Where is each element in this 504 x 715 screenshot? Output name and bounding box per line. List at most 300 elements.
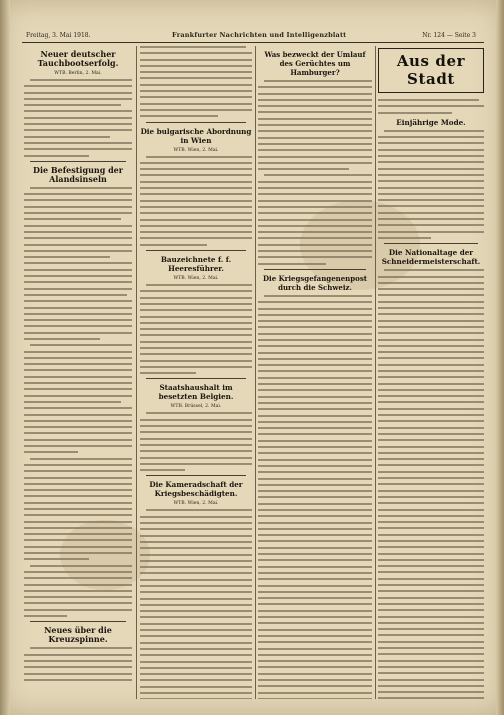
- text-line: [24, 451, 78, 453]
- text-line: [378, 301, 484, 303]
- text-line: [140, 162, 252, 164]
- text-line: [378, 616, 484, 618]
- text-line: [140, 591, 252, 593]
- text-line: [140, 623, 252, 625]
- article-divider: [264, 269, 366, 270]
- text-line: [258, 528, 372, 530]
- article-body: [140, 412, 252, 471]
- article-body: [258, 80, 372, 265]
- text-line: [140, 347, 252, 349]
- text-line: [140, 322, 252, 324]
- text-line: [24, 590, 132, 592]
- text-line: [258, 496, 372, 498]
- text-line: [258, 685, 372, 687]
- text-line: [258, 641, 372, 643]
- text-line: [378, 237, 431, 239]
- text-line: [140, 629, 252, 631]
- text-line: [140, 673, 252, 675]
- text-line: [24, 148, 132, 150]
- article-headline: Bauzeichnete f. f. Heeresführer.: [160, 255, 232, 274]
- text-line: [258, 459, 372, 461]
- article-divider: [146, 250, 246, 251]
- text-line: [140, 648, 252, 650]
- text-line: [378, 527, 484, 529]
- text-line: [24, 679, 132, 681]
- text-line: [378, 571, 484, 573]
- text-line: [140, 516, 252, 518]
- text-line: [24, 558, 89, 560]
- text-line: [24, 571, 132, 573]
- article-headline: Die Nationaltage der Schneidermeisterschaft.: [381, 248, 481, 267]
- text-line: [24, 325, 132, 327]
- article-headline: Neues über die Kreuzspinne.: [44, 625, 112, 645]
- text-line: [258, 478, 372, 480]
- text-line: [140, 547, 252, 549]
- text-line: [258, 698, 372, 699]
- article-body: [24, 187, 132, 617]
- text-line: [24, 218, 121, 220]
- text-line: [258, 553, 372, 555]
- text-line: [378, 193, 484, 195]
- text-line: [140, 535, 252, 537]
- text-line: [258, 622, 372, 624]
- text-line: [140, 438, 252, 440]
- text-line: [24, 363, 132, 365]
- section-masthead: [378, 48, 484, 93]
- text-line: [24, 552, 132, 554]
- text-line: [378, 187, 484, 189]
- text-line: [378, 634, 484, 636]
- text-line: [24, 464, 132, 466]
- text-line: [24, 596, 132, 598]
- text-line: [258, 352, 372, 354]
- text-line: [140, 642, 252, 644]
- text-line: [140, 604, 252, 606]
- text-line: [140, 372, 196, 374]
- text-line: [258, 427, 372, 429]
- section-title: Aus der Stadt: [396, 52, 466, 88]
- text-line: [378, 439, 484, 441]
- text-line: [378, 679, 484, 681]
- text-line: [258, 673, 372, 675]
- article-divider: [30, 161, 126, 162]
- text-line: [140, 59, 252, 61]
- text-line: [378, 161, 484, 163]
- text-line: [140, 181, 252, 183]
- text-line: [258, 333, 372, 335]
- text-line: [378, 231, 484, 233]
- article-headline: Die Kriegsgefangenenpost durch die Schweiz.: [262, 273, 368, 292]
- text-line: [140, 187, 252, 189]
- text-line: [258, 534, 372, 536]
- text-line: [378, 622, 484, 624]
- text-line: [258, 364, 372, 366]
- article-divider: [30, 621, 126, 622]
- text-line: [24, 420, 132, 422]
- text-line: [378, 180, 484, 182]
- text-line: [24, 495, 132, 497]
- text-line: [258, 559, 372, 561]
- text-line: [258, 629, 372, 631]
- right-page-edge: [496, 0, 504, 715]
- text-line: [24, 281, 132, 283]
- text-line: [384, 269, 484, 271]
- text-line: [140, 566, 252, 568]
- article-headline: Was bezweckt der Umlauf des Gerüchtes um Hamburger?: [264, 50, 366, 77]
- text-line: [24, 85, 132, 87]
- text-line: [258, 256, 372, 258]
- text-line: [24, 395, 132, 397]
- text-line: [258, 509, 372, 511]
- article-body: [378, 99, 484, 114]
- text-line: [258, 237, 372, 239]
- text-line: [140, 212, 252, 214]
- text-line: [24, 313, 132, 315]
- text-line: [378, 313, 484, 315]
- text-line: [24, 514, 132, 516]
- text-line: [140, 174, 252, 176]
- text-line: [140, 431, 252, 433]
- text-line: [264, 174, 372, 176]
- text-line: [378, 628, 484, 630]
- text-line: [140, 522, 252, 524]
- text-line: [140, 541, 252, 543]
- text-line: [258, 105, 372, 107]
- text-line: [258, 522, 372, 524]
- text-line: [140, 450, 252, 452]
- text-line: [24, 483, 132, 485]
- text-line: [24, 382, 132, 384]
- text-line: [258, 547, 372, 549]
- text-line: [378, 452, 484, 454]
- text-line: [24, 199, 132, 201]
- text-line: [378, 521, 484, 523]
- text-line: [258, 301, 372, 303]
- text-line: [140, 200, 252, 202]
- text-line: [378, 603, 484, 605]
- text-line: [258, 446, 372, 448]
- text-line: [258, 137, 372, 139]
- text-line: [24, 262, 132, 264]
- text-line: [378, 641, 484, 643]
- text-line: [258, 585, 372, 587]
- article-body: [24, 79, 132, 157]
- text-line: [258, 572, 372, 574]
- text-line: [378, 647, 484, 649]
- text-line: [24, 319, 132, 321]
- text-line: [24, 414, 132, 416]
- text-line: [24, 654, 132, 656]
- text-line: [140, 193, 252, 195]
- text-line: [258, 610, 372, 612]
- text-line: [378, 307, 484, 309]
- text-line: [140, 328, 252, 330]
- text-line: [378, 427, 484, 429]
- article-body: [24, 647, 132, 680]
- text-line: [258, 219, 372, 221]
- text-line: [24, 244, 132, 246]
- text-line: [258, 692, 372, 694]
- text-line: [30, 344, 132, 346]
- text-line: [24, 250, 132, 252]
- text-line: [146, 156, 252, 158]
- text-line: [258, 370, 372, 372]
- text-line: [378, 320, 484, 322]
- text-line: [258, 503, 372, 505]
- article-body: [378, 269, 484, 699]
- text-line: [24, 546, 132, 548]
- text-line: [378, 414, 484, 416]
- article-byline: WTB. Wien, 2. Mai.: [173, 147, 219, 153]
- text-line: [378, 502, 484, 504]
- article-byline: WTB. Berlin, 2. Mai.: [54, 71, 102, 76]
- text-line: [24, 445, 132, 447]
- text-line: [258, 440, 372, 442]
- text-line: [378, 471, 484, 473]
- text-line: [378, 597, 484, 599]
- text-line: [140, 457, 252, 459]
- text-line: [258, 591, 372, 593]
- text-line: [258, 156, 372, 158]
- text-line: [140, 698, 252, 699]
- article-body: [378, 130, 484, 239]
- text-line: [140, 635, 252, 637]
- text-line: [378, 509, 484, 511]
- text-line: [378, 546, 484, 548]
- text-line: [24, 225, 132, 227]
- text-line: [378, 142, 484, 144]
- text-line: [24, 533, 132, 535]
- text-line: [24, 508, 132, 510]
- text-line: [24, 521, 132, 523]
- text-line: [378, 653, 484, 655]
- text-line: [24, 142, 132, 144]
- text-line: [24, 577, 132, 579]
- article-body: [140, 156, 252, 246]
- text-line: [258, 660, 372, 662]
- text-line: [258, 162, 372, 164]
- text-line: [24, 104, 121, 106]
- text-line: [378, 383, 484, 385]
- text-line: [378, 199, 484, 201]
- article-byline: WTB. Wien, 2. Mai.: [173, 501, 219, 507]
- text-line: [24, 470, 132, 472]
- text-line: [258, 597, 372, 599]
- column-2: [140, 46, 252, 699]
- text-line: [24, 489, 132, 491]
- text-line: [24, 269, 132, 271]
- left-page-edge: [0, 0, 10, 715]
- text-line: [258, 231, 372, 233]
- text-line: [140, 444, 252, 446]
- text-line: [24, 388, 132, 390]
- text-line: [24, 615, 67, 617]
- text-line: [140, 219, 252, 221]
- article-headline: Staatshaushalt im besetzten Belgien.: [158, 383, 234, 402]
- issue-date: Freitag, 3. Mai 1918.: [26, 32, 91, 39]
- text-line: [146, 509, 252, 511]
- text-line: [378, 408, 484, 410]
- text-line: [140, 692, 252, 694]
- text-line: [378, 364, 484, 366]
- text-line: [24, 136, 110, 138]
- text-line: [24, 193, 132, 195]
- text-line: [24, 439, 132, 441]
- article-body: [140, 284, 252, 374]
- text-line: [140, 661, 252, 663]
- article-body: [140, 509, 252, 699]
- text-line: [140, 96, 252, 98]
- text-line: [378, 370, 484, 372]
- text-line: [140, 65, 252, 67]
- text-line: [24, 307, 132, 309]
- article-headline: Einjährige Mode.: [396, 117, 466, 127]
- text-line: [378, 609, 484, 611]
- text-line: [378, 376, 484, 378]
- text-line: [378, 288, 484, 290]
- text-line: [378, 205, 484, 207]
- text-line: [140, 425, 252, 427]
- text-line: [24, 527, 132, 529]
- text-line: [258, 339, 372, 341]
- text-line: [378, 276, 484, 278]
- text-line: [378, 212, 484, 214]
- text-line: [258, 389, 372, 391]
- text-line: [378, 395, 484, 397]
- text-line: [258, 193, 372, 195]
- text-line: [24, 212, 132, 214]
- text-line: [258, 484, 372, 486]
- text-line: [24, 357, 132, 359]
- text-line: [140, 463, 252, 465]
- text-line: [24, 673, 132, 675]
- text-line: [378, 697, 484, 699]
- column-divider: [136, 46, 137, 699]
- text-line: [24, 300, 132, 302]
- article-body: [140, 46, 252, 117]
- text-line: [24, 407, 132, 409]
- text-line: [258, 93, 372, 95]
- text-line: [140, 290, 252, 292]
- text-line: [24, 609, 132, 611]
- article-body: [258, 295, 372, 699]
- text-line: [258, 345, 372, 347]
- text-line: [24, 426, 132, 428]
- text-line: [140, 560, 252, 562]
- newspaper-title: Frankfurter Nachrichten und Intelligenzblatt: [172, 31, 347, 39]
- text-line: [378, 559, 484, 561]
- article-divider: [146, 122, 246, 123]
- text-line: [258, 200, 372, 202]
- text-line: [378, 534, 484, 536]
- text-line: [378, 464, 484, 466]
- text-line: [140, 90, 252, 92]
- text-line: [378, 691, 484, 693]
- text-line: [140, 115, 218, 117]
- text-line: [378, 666, 484, 668]
- column-divider: [255, 46, 256, 699]
- article-byline: WTB. Wien, 2. Mai.: [173, 276, 219, 282]
- text-line: [140, 419, 252, 421]
- text-line: [378, 496, 484, 498]
- text-line: [140, 366, 252, 368]
- text-line: [258, 244, 372, 246]
- text-line: [378, 490, 484, 492]
- text-line: [24, 256, 110, 258]
- text-line: [140, 572, 252, 574]
- text-line: [258, 124, 372, 126]
- running-head: [22, 30, 482, 42]
- text-line: [378, 224, 484, 226]
- text-line: [378, 345, 484, 347]
- article-divider: [146, 475, 246, 476]
- page-number: Nr. 124 — Seite 3: [422, 32, 476, 39]
- text-line: [378, 565, 484, 567]
- article-divider: [384, 243, 478, 244]
- text-line: [140, 598, 252, 600]
- text-line: [378, 458, 484, 460]
- text-line: [258, 515, 372, 517]
- text-line: [140, 71, 252, 73]
- text-line: [140, 585, 252, 587]
- text-line: [378, 540, 484, 542]
- text-line: [378, 218, 484, 220]
- article-headline: Die Kameradschaft der Kriegsbeschädigten.: [149, 480, 243, 499]
- text-line: [140, 341, 252, 343]
- text-line: [140, 103, 252, 105]
- text-line: [258, 603, 372, 605]
- text-line: [140, 316, 252, 318]
- text-line: [24, 584, 132, 586]
- text-line: [140, 225, 252, 227]
- text-line: [140, 309, 252, 311]
- column-4: [378, 46, 484, 699]
- text-line: [378, 339, 484, 341]
- text-line: [258, 118, 372, 120]
- text-line: [140, 353, 252, 355]
- text-line: [258, 263, 326, 265]
- text-line: [258, 181, 372, 183]
- text-line: [378, 590, 484, 592]
- text-line: [258, 616, 372, 618]
- text-line: [140, 297, 252, 299]
- text-line: [258, 421, 372, 423]
- text-line: [30, 187, 132, 189]
- text-line: [258, 666, 372, 668]
- text-line: [258, 471, 372, 473]
- text-line: [24, 539, 132, 541]
- text-line: [258, 490, 372, 492]
- text-line: [140, 679, 252, 681]
- text-line: [140, 303, 252, 305]
- text-line: [140, 469, 185, 471]
- text-line: [258, 130, 372, 132]
- text-line: [258, 212, 372, 214]
- text-line: [258, 540, 372, 542]
- text-line: [378, 174, 484, 176]
- text-line: [24, 237, 132, 239]
- text-line: [378, 105, 484, 107]
- text-line: [24, 155, 89, 157]
- article-divider: [146, 378, 246, 379]
- text-line: [24, 338, 100, 340]
- text-line: [258, 358, 372, 360]
- text-line: [258, 383, 372, 385]
- text-line: [24, 502, 132, 504]
- text-line: [378, 515, 484, 517]
- text-line: [258, 578, 372, 580]
- text-line: [258, 415, 372, 417]
